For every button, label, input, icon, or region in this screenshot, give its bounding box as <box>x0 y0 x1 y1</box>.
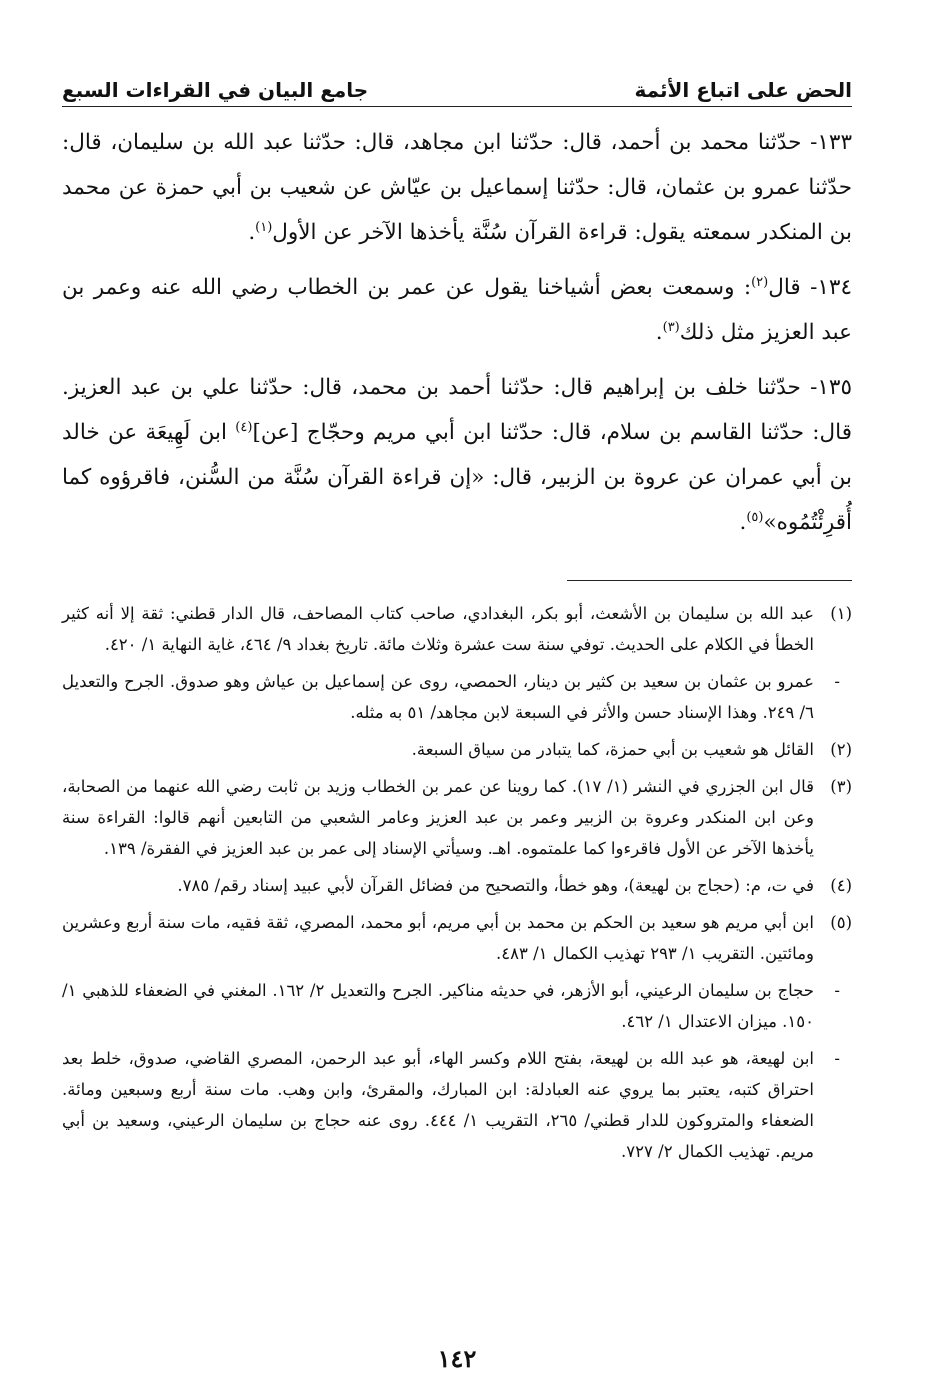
paragraph-number: ١٣٤- <box>810 275 852 300</box>
footnote-marker: - <box>834 672 840 691</box>
paragraph-133 <box>62 120 852 255</box>
footnote-2 <box>62 734 852 765</box>
footnote-5-sub-b <box>62 1043 852 1167</box>
paragraph-text: حدّثنا محمد بن أحمد، قال: حدّثنا ابن مجاهد، قال: حدّثنا عبد الله بن سليمان، قال: حدّثنا عمرو بن عثمان، قال: حدّثنا إسماعيل بن عيّاش عن شعيب بن أبي حمزة عن محمد بن المنكدر سمعته يقول: قراءة القرآن سُنَّة يأخذها الآخر عن الأول <box>62 130 852 245</box>
paragraph-134 <box>62 265 852 355</box>
paragraph-text: ابن لَهِيعَة عن خالد بن أبي عمران عن عروة بن الزبير، قال: «إن قراءة القرآن سُنَّة من السُّنن، فاقرؤوه كما أُقرِئْتُمُوه» <box>62 420 852 535</box>
paragraph-tail: . <box>739 510 747 535</box>
header-rule <box>62 106 852 107</box>
header-left-title: جامع البيان في القراءات السبع <box>62 78 369 102</box>
footnote-text: ابن لهيعة، هو عبد الله بن لهيعة، بفتح اللام وكسر الهاء، أبو عبد الرحمن، المصري القاضي، صدوق، خلط بعد احتراق كتبه، يعتبر بما يروي عنه العبادلة: ابن المبارك، والمقرئ، وابن وهب. مات سنة أربع وسبعين ومائة. الضعفاء والمتروكون للدار قطني/ ٢٦٥، التقريب ١/ ٤٤٤. روى عنه حجاج بن سليمان الرعيني، وسعيد بن أبي مريم. تهذيب الكمال ٢/ ٧٢٧. <box>62 1049 815 1161</box>
header-right-title: الحض على اتباع الأئمة <box>634 78 852 102</box>
paragraph-text: : وسمعت بعض أشياخنا يقول عن عمر بن الخطاب رضي الله عنه وعمر بن عبد العزيز مثل ذلك <box>62 275 852 345</box>
footnote-separator <box>567 580 852 581</box>
footnote-marker: - <box>834 1049 840 1068</box>
footnote-ref: (٢) <box>751 274 769 290</box>
paragraph-number: ١٣٣- <box>810 130 852 155</box>
footnote-1-sub <box>62 666 852 728</box>
paragraph-135 <box>62 365 852 545</box>
footnote-ref: (٣) <box>662 319 680 335</box>
paragraph-tail: . <box>248 220 256 245</box>
footnotes <box>62 598 852 1173</box>
footnote-marker: - <box>834 981 840 1000</box>
paragraph-text-a: قال <box>768 275 801 300</box>
footnote-ref: (١) <box>255 219 273 235</box>
footnote-marker: (١) <box>830 604 852 623</box>
footnote-text: في ت، م: (حجاج بن لهيعة)، وهو خطأ، والتصحيح من فضائل القرآن لأبي عبيد إسناد رقم/ ٧٨٥. <box>177 876 814 895</box>
footnote-marker: (٥) <box>830 913 852 932</box>
paragraph-text-a: حدّثنا خلف بن إبراهيم قال: حدّثنا أحمد بن محمد، قال: حدّثنا علي بن عبد العزيز. قال: حدّثنا القاسم بن سلام، قال: حدّثنا ابن أبي مريم وحجّاج [عن] <box>62 375 852 445</box>
footnote-text: حجاج بن سليمان الرعيني، أبو الأزهر، في حديثه مناكير. الجرح والتعديل ٢/ ١٦٢. المغني في الضعفاء للذهبي ١/ ١٥٠. ميزان الاعتدال ١/ ٤٦٢. <box>62 981 814 1031</box>
main-text <box>62 120 852 555</box>
footnote-5 <box>62 907 852 969</box>
book-page <box>62 0 852 1397</box>
footnote-4 <box>62 870 852 901</box>
footnote-text: ابن أبي مريم هو سعيد بن الحكم بن محمد بن أبي مريم، أبو محمد، المصري، ثقة فقيه، مات سنة أربع وعشرين ومائتين. التقريب ١/ ٢٩٣ تهذيب الكمال ١/ ٤٨٣. <box>62 913 814 963</box>
paragraph-number: ١٣٥- <box>810 375 852 400</box>
footnote-marker: (٢) <box>830 740 852 759</box>
paragraph-tail: . <box>655 320 663 345</box>
footnote-text: قال ابن الجزري في النشر (١/ ١٧). كما روينا عن عمر بن الخطاب وزيد بن ثابت رضي الله عنهما من الصحابة، وعن ابن المنكدر وعروة بن الزبير وعمر بن عبد العزيز وعامر الشعبي من التابعين أنهم قالوا: القراءة سنة يأخذها الآخر عن الأول فاقرءوا كما علمتموه. اهـ. وسيأتي الإسناد إلى عمر بن عبد العزيز في الفقرة/ ١٣٩. <box>62 777 814 858</box>
footnote-text: القائل هو شعيب بن أبي حمزة، كما يتبادر من سياق السبعة. <box>411 740 814 759</box>
running-header <box>62 66 852 102</box>
page-number: ١٤٢ <box>437 1344 477 1373</box>
footnote-text: عمرو بن عثمان بن سعيد بن كثير بن دينار، الحمصي، روى عن إسماعيل بن عياش وهو صدوق. الجرح والتعديل ٦/ ٢٤٩. وهذا الإسناد حسن والأثر في السبعة لابن مجاهد/ ٥١ به مثله. <box>62 672 814 722</box>
footnote-ref: (٥) <box>746 509 764 525</box>
footnote-1 <box>62 598 852 660</box>
footnote-3 <box>62 771 852 864</box>
footnote-text: عبد الله بن سليمان بن الأشعث، أبو بكر، البغدادي، صاحب كتاب المصاحف، قال الدار قطني: ثقة إلا أنه كثير الخطأ في الكلام على الحديث. توفي سنة ست عشرة وثلاث مائة. تاريخ بغداد ٩/ ٤٦٤، غاية النهاية ١/ ٤٢٠. <box>62 604 814 654</box>
footnote-marker: (٤) <box>830 876 852 895</box>
footnote-5-sub-a <box>62 975 852 1037</box>
footnote-marker: (٣) <box>830 777 852 796</box>
footnote-ref: (٤) <box>235 419 253 435</box>
